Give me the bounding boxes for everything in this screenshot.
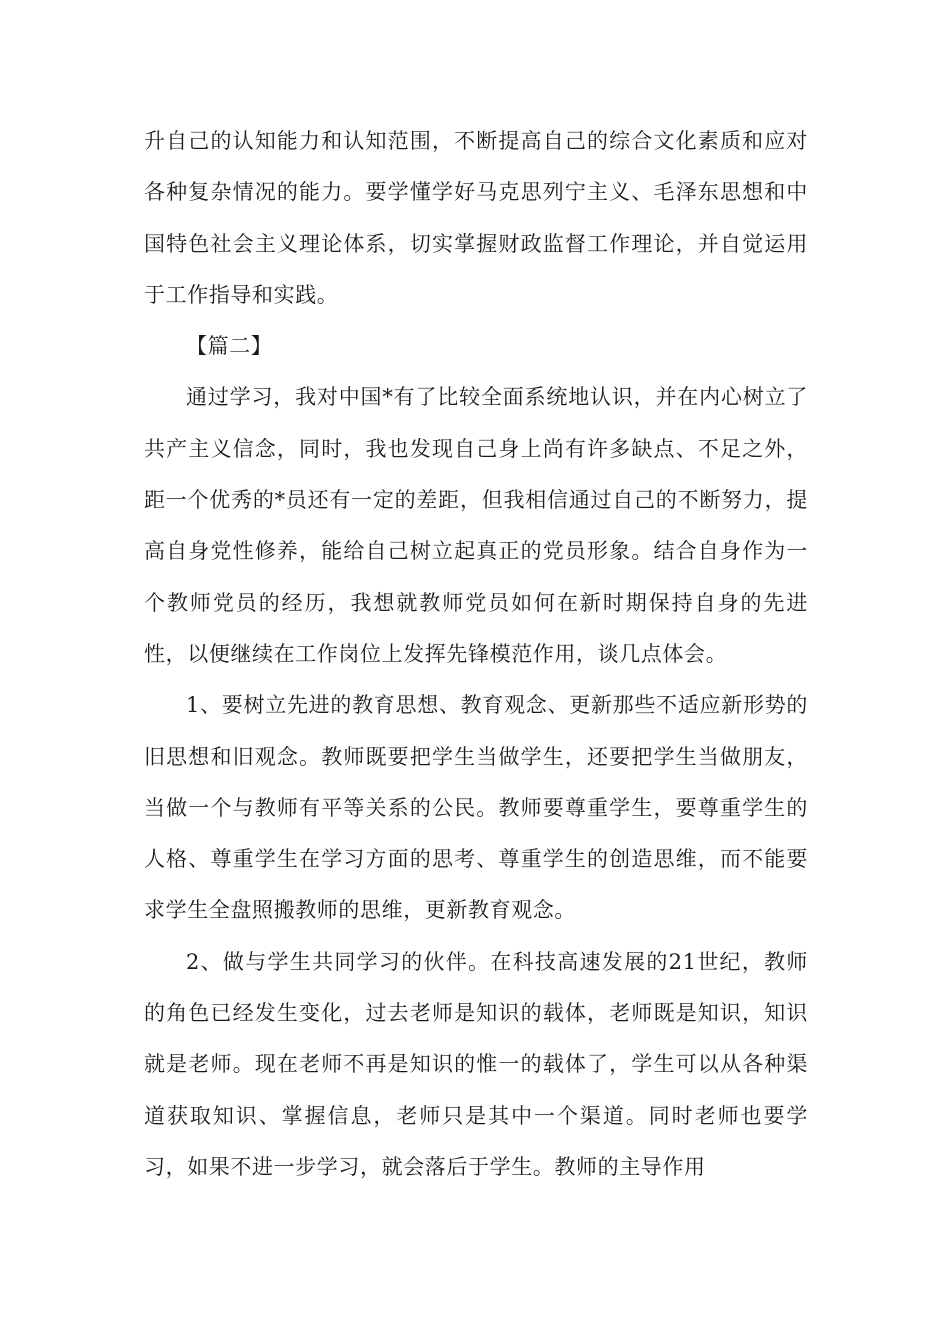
paragraph-continued: 升自己的认知能力和认知范围，不断提高自己的综合文化素质和应对各种复杂情况的能力。要学懂学好马克思列宁主义、毛泽东思想和中国特色社会主义理论体系，切实掌握财政监督工作理论，并自觉运用于工作指导和实践。 bbox=[144, 129, 808, 307]
document-body bbox=[144, 116, 808, 1193]
section-heading: 【篇二】 bbox=[186, 334, 273, 359]
paragraph-intro: 通过学习，我对中国*有了比较全面系统地认识，并在内心树立了共产主义信念，同时，我也发现自己身上尚有许多缺点、不足之外，距一个优秀的*员还有一定的差距，但我相信通过自己的不断努力，提高自身党性修养，能给自己树立起真正的党员形象。结合自身作为一个教师党员的经历，我想就教师党员如何在新时期保持自身的先进性，以便继续在工作岗位上发挥先锋模范作用，谈几点体会。 bbox=[144, 385, 808, 666]
paragraph-point-1: 1、要树立先进的教育思想、教育观念、更新那些不适应新形势的旧思想和旧观念。教师既要把学生当做学生，还要把学生当做朋友，当做一个与教师有平等关系的公民。教师要尊重学生，要尊重学生的人格、尊重学生在学习方面的思考、尊重学生的创造思维，而不能要求学生全盘照搬教师的思维，更新教育观念。 bbox=[144, 693, 808, 923]
paragraph-point-2: 2、做与学生共同学习的伙伴。在科技高速发展的21世纪，教师的角色已经发生变化，过去老师是知识的载体，老师既是知识，知识就是老师。现在老师不再是知识的惟一的载体了，学生可以从各种渠道获取知识、掌握信息，老师只是其中一个渠道。同时老师也要学习，如果不进一步学习，就会落后于学生。教师的主导作用 bbox=[144, 949, 808, 1179]
